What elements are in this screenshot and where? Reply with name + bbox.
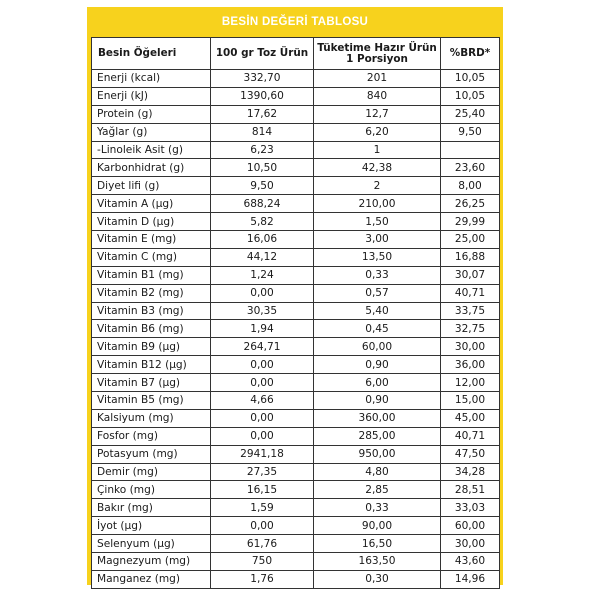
nutrient-value: 42,38 — [314, 159, 441, 177]
nutrient-name: Kalsiyum (mg) — [92, 409, 211, 427]
nutrition-table — [91, 37, 500, 589]
nutrient-value: 5,40 — [314, 302, 441, 320]
nutrient-value: 688,24 — [211, 195, 314, 213]
nutrient-value: 12,00 — [441, 374, 500, 392]
nutrient-value: 4,66 — [211, 392, 314, 410]
nutrient-value: 16,15 — [211, 481, 314, 499]
table-row — [92, 535, 500, 553]
nutrient-value: 30,35 — [211, 302, 314, 320]
nutrient-value: 16,50 — [314, 535, 441, 553]
nutrient-value: 13,50 — [314, 248, 441, 266]
nutrient-value: 40,71 — [441, 284, 500, 302]
nutrition-panel — [87, 7, 503, 585]
nutrient-name: Enerji (kJ) — [92, 87, 211, 105]
nutrient-value: 950,00 — [314, 445, 441, 463]
table-row — [92, 105, 500, 123]
nutrient-name: Demir (mg) — [92, 463, 211, 481]
nutrient-value: 0,45 — [314, 320, 441, 338]
table-row — [92, 141, 500, 159]
nutrient-value: 4,80 — [314, 463, 441, 481]
nutrient-value: 750 — [211, 553, 314, 571]
nutrient-value: 0,33 — [314, 266, 441, 284]
nutrient-name: Vitamin D (µg) — [92, 213, 211, 231]
nutrient-value: 33,03 — [441, 499, 500, 517]
nutrient-value: 1,76 — [211, 570, 314, 588]
table-row — [92, 481, 500, 499]
table-body — [92, 70, 500, 589]
table-row — [92, 70, 500, 88]
nutrient-value: 1,94 — [211, 320, 314, 338]
table-row — [92, 123, 500, 141]
nutrient-value: 9,50 — [441, 123, 500, 141]
nutrient-value: 25,40 — [441, 105, 500, 123]
table-row — [92, 87, 500, 105]
nutrient-value: 47,50 — [441, 445, 500, 463]
nutrient-value: 30,00 — [441, 535, 500, 553]
table-row — [92, 553, 500, 571]
nutrient-value: 814 — [211, 123, 314, 141]
table-row — [92, 517, 500, 535]
table-row — [92, 320, 500, 338]
nutrient-value: 0,00 — [211, 409, 314, 427]
nutrient-value: 34,28 — [441, 463, 500, 481]
nutrient-value: 0,57 — [314, 284, 441, 302]
nutrient-name: Protein (g) — [92, 105, 211, 123]
nutrient-value: 33,75 — [441, 302, 500, 320]
nutrient-name: Çinko (mg) — [92, 481, 211, 499]
table-row — [92, 445, 500, 463]
nutrient-name: Fosfor (mg) — [92, 427, 211, 445]
nutrient-name: Vitamin E (mg) — [92, 231, 211, 249]
table-row — [92, 302, 500, 320]
nutrient-value: 23,60 — [441, 159, 500, 177]
nutrient-value: 61,76 — [211, 535, 314, 553]
table-row — [92, 427, 500, 445]
nutrient-value: 14,96 — [441, 570, 500, 588]
nutrient-value: 12,7 — [314, 105, 441, 123]
table-row — [92, 248, 500, 266]
column-header: Besin Öğeleri — [92, 38, 211, 70]
nutrient-value: 44,12 — [211, 248, 314, 266]
table-title: BESİN DEĞERİ TABLOSU — [221, 16, 369, 28]
nutrient-value: 43,60 — [441, 553, 500, 571]
table-row — [92, 356, 500, 374]
nutrient-value: 8,00 — [441, 177, 500, 195]
nutrient-value: 0,00 — [211, 427, 314, 445]
nutrient-value: 5,82 — [211, 213, 314, 231]
nutrient-value: 1,50 — [314, 213, 441, 231]
nutrient-name: Karbonhidrat (g) — [92, 159, 211, 177]
nutrient-name: Vitamin A (µg) — [92, 195, 211, 213]
nutrient-value: 1,24 — [211, 266, 314, 284]
nutrient-value: 163,50 — [314, 553, 441, 571]
nutrient-value: 10,05 — [441, 87, 500, 105]
header-row — [92, 38, 500, 70]
nutrient-value: 15,00 — [441, 392, 500, 410]
nutrient-value: 360,00 — [314, 409, 441, 427]
nutrient-name: Enerji (kcal) — [92, 70, 211, 88]
nutrient-value: 264,71 — [211, 338, 314, 356]
nutrient-name: Vitamin B9 (µg) — [92, 338, 211, 356]
nutrient-value: 2941,18 — [211, 445, 314, 463]
nutrient-name: Vitamin B1 (mg) — [92, 266, 211, 284]
nutrient-name: Manganez (mg) — [92, 570, 211, 588]
nutrient-value: 210,00 — [314, 195, 441, 213]
nutrient-value: 285,00 — [314, 427, 441, 445]
nutrient-value: 29,99 — [441, 213, 500, 231]
table-row — [92, 570, 500, 588]
nutrient-value: 10,05 — [441, 70, 500, 88]
nutrient-value: 1,59 — [211, 499, 314, 517]
nutrient-value: 28,51 — [441, 481, 500, 499]
nutrient-value: 17,62 — [211, 105, 314, 123]
nutrient-name: Potasyum (mg) — [92, 445, 211, 463]
nutrient-name: Bakır (mg) — [92, 499, 211, 517]
nutrient-name: Vitamin C (mg) — [92, 248, 211, 266]
table-row — [92, 374, 500, 392]
nutrient-name: İyot (µg) — [92, 517, 211, 535]
nutrient-value: 9,50 — [211, 177, 314, 195]
nutrient-value: 16,06 — [211, 231, 314, 249]
nutrient-name: -Linoleik Asit (g) — [92, 141, 211, 159]
nutrient-value: 32,75 — [441, 320, 500, 338]
column-header: 100 gr Toz Ürün — [211, 38, 314, 70]
nutrient-name: Magnezyum (mg) — [92, 553, 211, 571]
nutrient-value: 45,00 — [441, 409, 500, 427]
nutrient-value: 16,88 — [441, 248, 500, 266]
nutrient-value: 2 — [314, 177, 441, 195]
nutrient-value: 0,00 — [211, 284, 314, 302]
table-row — [92, 409, 500, 427]
nutrient-value: 840 — [314, 87, 441, 105]
nutrient-value: 60,00 — [441, 517, 500, 535]
nutrient-name: Diyet lifi (g) — [92, 177, 211, 195]
table-row — [92, 159, 500, 177]
nutrient-value: 10,50 — [211, 159, 314, 177]
nutrient-value: 2,85 — [314, 481, 441, 499]
nutrient-value: 0,00 — [211, 356, 314, 374]
nutrient-value: 30,00 — [441, 338, 500, 356]
table-row — [92, 213, 500, 231]
table-row — [92, 177, 500, 195]
column-header: Tüketime Hazır Ürün 1 Porsiyon — [314, 38, 441, 70]
nutrient-value: 0,00 — [211, 374, 314, 392]
nutrient-value: 201 — [314, 70, 441, 88]
nutrient-value: 36,00 — [441, 356, 500, 374]
nutrient-name: Yağlar (g) — [92, 123, 211, 141]
table-row — [92, 338, 500, 356]
nutrient-name: Selenyum (µg) — [92, 535, 211, 553]
nutrient-value: 332,70 — [211, 70, 314, 88]
nutrient-value: 6,20 — [314, 123, 441, 141]
nutrient-value — [441, 141, 500, 159]
nutrient-value: 1 — [314, 141, 441, 159]
nutrient-value: 0,90 — [314, 392, 441, 410]
nutrient-value: 90,00 — [314, 517, 441, 535]
nutrient-value: 0,00 — [211, 517, 314, 535]
nutrient-name: Vitamin B3 (mg) — [92, 302, 211, 320]
table-row — [92, 195, 500, 213]
column-header: %BRD* — [441, 38, 500, 70]
nutrient-name: Vitamin B5 (mg) — [92, 392, 211, 410]
nutrient-name: Vitamin B7 (µg) — [92, 374, 211, 392]
table-row — [92, 392, 500, 410]
table-row — [92, 266, 500, 284]
nutrient-value: 27,35 — [211, 463, 314, 481]
nutrient-value: 26,25 — [441, 195, 500, 213]
nutrient-value: 30,07 — [441, 266, 500, 284]
nutrient-value: 40,71 — [441, 427, 500, 445]
nutrient-name: Vitamin B2 (mg) — [92, 284, 211, 302]
table-row — [92, 231, 500, 249]
table-row — [92, 284, 500, 302]
nutrient-value: 0,90 — [314, 356, 441, 374]
nutrient-name: Vitamin B12 (µg) — [92, 356, 211, 374]
nutrient-value: 0,30 — [314, 570, 441, 588]
table-row — [92, 499, 500, 517]
nutrient-value: 25,00 — [441, 231, 500, 249]
nutrient-value: 60,00 — [314, 338, 441, 356]
table-row — [92, 463, 500, 481]
nutrient-value: 6,00 — [314, 374, 441, 392]
nutrient-value: 0,33 — [314, 499, 441, 517]
nutrient-name: Vitamin B6 (mg) — [92, 320, 211, 338]
nutrient-value: 3,00 — [314, 231, 441, 249]
nutrient-value: 1390,60 — [211, 87, 314, 105]
nutrient-value: 6,23 — [211, 141, 314, 159]
